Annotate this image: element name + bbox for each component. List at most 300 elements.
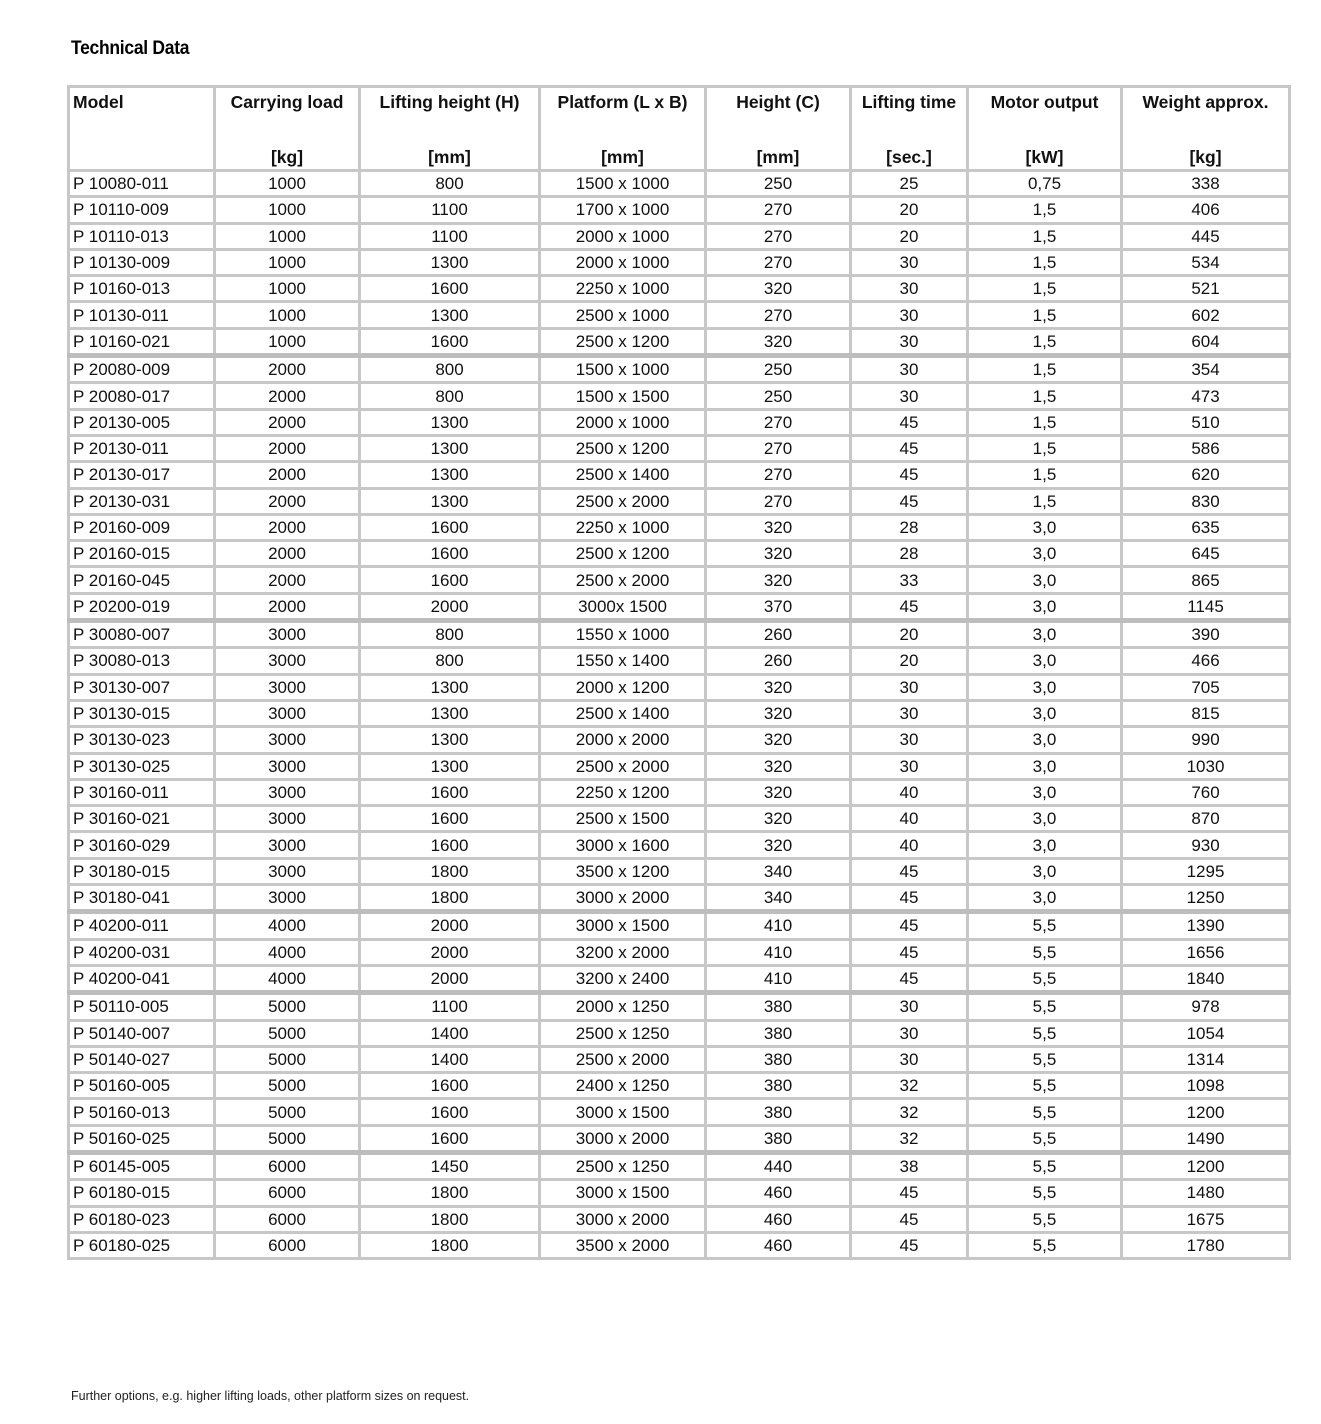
cell-lifting-height: 1800 [360, 1232, 540, 1258]
cell-platform: 2000 x 2000 [540, 727, 706, 753]
cell-carrying-load: 5000 [215, 1099, 360, 1125]
cell-lifting-height: 2000 [360, 593, 540, 620]
cell-model: P 20200-019 [69, 593, 215, 620]
cell-motor-output: 3,0 [968, 541, 1122, 567]
cell-weight: 635 [1122, 514, 1290, 540]
table-row [69, 409, 1290, 435]
table-row [69, 832, 1290, 858]
cell-height: 270 [706, 462, 851, 488]
cell-carrying-load: 6000 [215, 1152, 360, 1179]
column-header-carrying-load: Carrying load [kg] [215, 87, 360, 171]
cell-lifting-height: 1600 [360, 328, 540, 355]
cell-platform: 3500 x 1200 [540, 858, 706, 884]
cell-motor-output: 3,0 [968, 514, 1122, 540]
table-row [69, 435, 1290, 461]
cell-lifting-time: 45 [851, 462, 968, 488]
cell-weight: 1054 [1122, 1020, 1290, 1046]
cell-carrying-load: 1000 [215, 171, 360, 197]
cell-weight: 521 [1122, 276, 1290, 302]
cell-weight: 473 [1122, 383, 1290, 409]
cell-weight: 354 [1122, 356, 1290, 383]
table-row [69, 249, 1290, 275]
cell-lifting-height: 1400 [360, 1046, 540, 1072]
cell-lifting-time: 45 [851, 409, 968, 435]
cell-lifting-time: 32 [851, 1125, 968, 1152]
cell-model: P 10160-021 [69, 328, 215, 355]
column-header-motor-output: Motor output [kW] [968, 87, 1122, 171]
cell-platform: 1500 x 1000 [540, 171, 706, 197]
cell-lifting-height: 1600 [360, 779, 540, 805]
cell-carrying-load: 3000 [215, 648, 360, 674]
cell-lifting-height: 1600 [360, 541, 540, 567]
cell-model: P 60180-015 [69, 1180, 215, 1206]
cell-height: 320 [706, 541, 851, 567]
cell-platform: 2500 x 1250 [540, 1152, 706, 1179]
cell-weight: 1200 [1122, 1152, 1290, 1179]
cell-height: 320 [706, 674, 851, 700]
cell-motor-output: 5,5 [968, 1099, 1122, 1125]
cell-carrying-load: 3000 [215, 753, 360, 779]
column-header-model: Model [69, 87, 215, 171]
cell-carrying-load: 2000 [215, 488, 360, 514]
cell-platform: 2500 x 1000 [540, 302, 706, 328]
cell-lifting-height: 2000 [360, 912, 540, 939]
cell-carrying-load: 4000 [215, 912, 360, 939]
table-row [69, 1020, 1290, 1046]
table-row [69, 912, 1290, 939]
cell-lifting-height: 1300 [360, 302, 540, 328]
cell-height: 410 [706, 965, 851, 992]
cell-lifting-height: 1600 [360, 514, 540, 540]
cell-model: P 20080-017 [69, 383, 215, 409]
cell-height: 320 [706, 806, 851, 832]
table-row [69, 1099, 1290, 1125]
cell-model: P 30130-015 [69, 700, 215, 726]
cell-carrying-load: 2000 [215, 593, 360, 620]
cell-motor-output: 1,5 [968, 435, 1122, 461]
cell-height: 320 [706, 514, 851, 540]
cell-motor-output: 1,5 [968, 409, 1122, 435]
cell-height: 260 [706, 621, 851, 648]
cell-lifting-time: 30 [851, 700, 968, 726]
table-row [69, 1125, 1290, 1152]
cell-carrying-load: 1000 [215, 276, 360, 302]
cell-height: 320 [706, 700, 851, 726]
cell-model: P 60145-005 [69, 1152, 215, 1179]
cell-weight: 586 [1122, 435, 1290, 461]
cell-lifting-time: 45 [851, 435, 968, 461]
cell-lifting-time: 40 [851, 779, 968, 805]
cell-platform: 2000 x 1250 [540, 993, 706, 1020]
cell-lifting-height: 800 [360, 171, 540, 197]
cell-model: P 30130-007 [69, 674, 215, 700]
cell-weight: 510 [1122, 409, 1290, 435]
cell-height: 270 [706, 488, 851, 514]
table-row [69, 593, 1290, 620]
cell-lifting-height: 800 [360, 648, 540, 674]
cell-weight: 620 [1122, 462, 1290, 488]
cell-model: P 50160-005 [69, 1073, 215, 1099]
cell-model: P 30160-029 [69, 832, 215, 858]
cell-platform: 1550 x 1400 [540, 648, 706, 674]
cell-platform: 2500 x 2000 [540, 753, 706, 779]
cell-carrying-load: 3000 [215, 858, 360, 884]
cell-model: P 40200-041 [69, 965, 215, 992]
cell-carrying-load: 2000 [215, 462, 360, 488]
table-row [69, 567, 1290, 593]
table-row [69, 1232, 1290, 1258]
cell-lifting-time: 40 [851, 832, 968, 858]
cell-motor-output: 5,5 [968, 1180, 1122, 1206]
cell-weight: 1840 [1122, 965, 1290, 992]
cell-lifting-time: 20 [851, 197, 968, 223]
cell-height: 370 [706, 593, 851, 620]
table-row [69, 858, 1290, 884]
cell-carrying-load: 5000 [215, 1020, 360, 1046]
cell-platform: 2500 x 1500 [540, 806, 706, 832]
cell-lifting-time: 28 [851, 514, 968, 540]
cell-carrying-load: 2000 [215, 409, 360, 435]
cell-height: 380 [706, 1073, 851, 1099]
cell-lifting-height: 1800 [360, 885, 540, 912]
cell-model: P 50140-027 [69, 1046, 215, 1072]
cell-lifting-height: 1400 [360, 1020, 540, 1046]
cell-lifting-height: 1450 [360, 1152, 540, 1179]
cell-motor-output: 5,5 [968, 1125, 1122, 1152]
cell-motor-output: 3,0 [968, 593, 1122, 620]
cell-lifting-height: 1300 [360, 249, 540, 275]
cell-height: 410 [706, 912, 851, 939]
cell-motor-output: 1,5 [968, 328, 1122, 355]
table-row [69, 1180, 1290, 1206]
cell-lifting-time: 45 [851, 593, 968, 620]
column-header-weight: Weight approx. [kg] [1122, 87, 1290, 171]
table-row [69, 356, 1290, 383]
cell-weight: 760 [1122, 779, 1290, 805]
cell-weight: 1780 [1122, 1232, 1290, 1258]
cell-lifting-time: 45 [851, 1180, 968, 1206]
cell-lifting-time: 30 [851, 727, 968, 753]
cell-platform: 2250 x 1200 [540, 779, 706, 805]
cell-height: 460 [706, 1232, 851, 1258]
cell-height: 320 [706, 328, 851, 355]
cell-weight: 338 [1122, 171, 1290, 197]
cell-carrying-load: 2000 [215, 435, 360, 461]
cell-lifting-height: 800 [360, 383, 540, 409]
cell-weight: 978 [1122, 993, 1290, 1020]
cell-lifting-time: 30 [851, 383, 968, 409]
cell-platform: 2250 x 1000 [540, 276, 706, 302]
table-row [69, 171, 1290, 197]
cell-platform: 2500 x 2000 [540, 488, 706, 514]
cell-model: P 10160-013 [69, 276, 215, 302]
cell-motor-output: 3,0 [968, 753, 1122, 779]
cell-motor-output: 1,5 [968, 276, 1122, 302]
cell-height: 250 [706, 383, 851, 409]
cell-height: 320 [706, 753, 851, 779]
cell-motor-output: 5,5 [968, 939, 1122, 965]
cell-carrying-load: 3000 [215, 806, 360, 832]
cell-weight: 1145 [1122, 593, 1290, 620]
cell-height: 270 [706, 249, 851, 275]
cell-lifting-height: 1300 [360, 674, 540, 700]
table-row [69, 648, 1290, 674]
cell-lifting-time: 38 [851, 1152, 968, 1179]
table-row [69, 488, 1290, 514]
cell-motor-output: 1,5 [968, 383, 1122, 409]
cell-model: P 10080-011 [69, 171, 215, 197]
table-row [69, 727, 1290, 753]
cell-platform: 3000 x 2000 [540, 1206, 706, 1232]
cell-platform: 3200 x 2400 [540, 965, 706, 992]
cell-carrying-load: 1000 [215, 223, 360, 249]
cell-lifting-height: 1600 [360, 1125, 540, 1152]
cell-weight: 990 [1122, 727, 1290, 753]
table-row [69, 223, 1290, 249]
cell-height: 270 [706, 435, 851, 461]
cell-platform: 2000 x 1000 [540, 249, 706, 275]
cell-motor-output: 3,0 [968, 674, 1122, 700]
cell-platform: 2000 x 1200 [540, 674, 706, 700]
cell-lifting-height: 1600 [360, 832, 540, 858]
cell-carrying-load: 5000 [215, 1073, 360, 1099]
cell-weight: 865 [1122, 567, 1290, 593]
cell-height: 380 [706, 1046, 851, 1072]
cell-lifting-time: 20 [851, 621, 968, 648]
cell-weight: 602 [1122, 302, 1290, 328]
cell-carrying-load: 3000 [215, 727, 360, 753]
cell-carrying-load: 4000 [215, 939, 360, 965]
cell-platform: 2500 x 1200 [540, 435, 706, 461]
table-row [69, 700, 1290, 726]
page-title: Technical Data [71, 38, 190, 59]
cell-carrying-load: 3000 [215, 621, 360, 648]
cell-platform: 3000 x 1500 [540, 1180, 706, 1206]
cell-weight: 1200 [1122, 1099, 1290, 1125]
cell-platform: 2000 x 1000 [540, 409, 706, 435]
cell-height: 410 [706, 939, 851, 965]
cell-motor-output: 3,0 [968, 727, 1122, 753]
cell-lifting-time: 45 [851, 912, 968, 939]
cell-motor-output: 3,0 [968, 567, 1122, 593]
cell-platform: 3200 x 2000 [540, 939, 706, 965]
cell-lifting-time: 33 [851, 567, 968, 593]
cell-platform: 3000 x 2000 [540, 1125, 706, 1152]
cell-height: 320 [706, 779, 851, 805]
cell-motor-output: 5,5 [968, 993, 1122, 1020]
cell-lifting-time: 45 [851, 885, 968, 912]
cell-motor-output: 1,5 [968, 356, 1122, 383]
cell-motor-output: 5,5 [968, 1046, 1122, 1072]
cell-lifting-height: 2000 [360, 965, 540, 992]
cell-platform: 1500 x 1500 [540, 383, 706, 409]
cell-height: 380 [706, 1099, 851, 1125]
table-row [69, 753, 1290, 779]
cell-weight: 1295 [1122, 858, 1290, 884]
cell-lifting-height: 1100 [360, 993, 540, 1020]
cell-platform: 3000 x 1500 [540, 1099, 706, 1125]
cell-motor-output: 1,5 [968, 462, 1122, 488]
cell-height: 320 [706, 832, 851, 858]
table-row [69, 965, 1290, 992]
cell-weight: 705 [1122, 674, 1290, 700]
cell-lifting-height: 1300 [360, 409, 540, 435]
cell-height: 320 [706, 727, 851, 753]
cell-height: 270 [706, 197, 851, 223]
cell-lifting-time: 45 [851, 858, 968, 884]
cell-weight: 1030 [1122, 753, 1290, 779]
cell-weight: 534 [1122, 249, 1290, 275]
cell-platform: 2500 x 2000 [540, 567, 706, 593]
cell-carrying-load: 1000 [215, 249, 360, 275]
cell-model: P 60180-025 [69, 1232, 215, 1258]
technical-data-table [67, 85, 1291, 1260]
table-body [69, 171, 1290, 1259]
cell-lifting-time: 45 [851, 488, 968, 514]
cell-model: P 40200-011 [69, 912, 215, 939]
cell-model: P 50160-013 [69, 1099, 215, 1125]
cell-motor-output: 3,0 [968, 621, 1122, 648]
cell-lifting-time: 30 [851, 302, 968, 328]
cell-motor-output: 0,75 [968, 171, 1122, 197]
cell-lifting-time: 45 [851, 1232, 968, 1258]
column-header-height: Height (C) [mm] [706, 87, 851, 171]
cell-motor-output: 1,5 [968, 488, 1122, 514]
cell-lifting-time: 45 [851, 1206, 968, 1232]
cell-model: P 10110-013 [69, 223, 215, 249]
cell-model: P 30180-015 [69, 858, 215, 884]
cell-height: 320 [706, 276, 851, 302]
cell-model: P 20080-009 [69, 356, 215, 383]
cell-motor-output: 3,0 [968, 885, 1122, 912]
footnote: Further options, e.g. higher lifting loads, other platform sizes on request. [71, 1389, 470, 1403]
table-row [69, 939, 1290, 965]
cell-weight: 1314 [1122, 1046, 1290, 1072]
cell-platform: 1700 x 1000 [540, 197, 706, 223]
table-header-row [69, 87, 1290, 171]
table-row [69, 276, 1290, 302]
cell-weight: 390 [1122, 621, 1290, 648]
table-row [69, 993, 1290, 1020]
cell-carrying-load: 3000 [215, 700, 360, 726]
cell-motor-output: 5,5 [968, 1206, 1122, 1232]
cell-model: P 20160-009 [69, 514, 215, 540]
cell-model: P 10130-009 [69, 249, 215, 275]
cell-platform: 3500 x 2000 [540, 1232, 706, 1258]
cell-motor-output: 3,0 [968, 779, 1122, 805]
cell-weight: 870 [1122, 806, 1290, 832]
cell-platform: 3000 x 1600 [540, 832, 706, 858]
cell-platform: 2500 x 1250 [540, 1020, 706, 1046]
cell-lifting-height: 2000 [360, 939, 540, 965]
cell-height: 250 [706, 356, 851, 383]
cell-lifting-height: 1300 [360, 462, 540, 488]
column-header-lifting-time: Lifting time [sec.] [851, 87, 968, 171]
cell-carrying-load: 1000 [215, 197, 360, 223]
cell-model: P 20130-011 [69, 435, 215, 461]
table-row [69, 621, 1290, 648]
cell-model: P 20130-031 [69, 488, 215, 514]
cell-model: P 20130-005 [69, 409, 215, 435]
cell-motor-output: 5,5 [968, 1073, 1122, 1099]
cell-model: P 30160-011 [69, 779, 215, 805]
cell-height: 380 [706, 1125, 851, 1152]
cell-lifting-time: 45 [851, 939, 968, 965]
cell-motor-output: 3,0 [968, 648, 1122, 674]
cell-lifting-time: 32 [851, 1099, 968, 1125]
cell-lifting-height: 1600 [360, 1099, 540, 1125]
cell-carrying-load: 5000 [215, 1125, 360, 1152]
cell-lifting-time: 40 [851, 806, 968, 832]
cell-motor-output: 1,5 [968, 223, 1122, 249]
cell-lifting-time: 30 [851, 674, 968, 700]
cell-weight: 645 [1122, 541, 1290, 567]
column-header-platform: Platform (L x B) [mm] [540, 87, 706, 171]
cell-lifting-height: 1300 [360, 488, 540, 514]
cell-platform: 2500 x 1400 [540, 700, 706, 726]
cell-weight: 1390 [1122, 912, 1290, 939]
cell-model: P 30180-041 [69, 885, 215, 912]
cell-weight: 604 [1122, 328, 1290, 355]
cell-motor-output: 3,0 [968, 858, 1122, 884]
cell-model: P 30130-025 [69, 753, 215, 779]
cell-motor-output: 3,0 [968, 806, 1122, 832]
table-row [69, 1073, 1290, 1099]
cell-height: 340 [706, 858, 851, 884]
cell-height: 270 [706, 302, 851, 328]
cell-model: P 30160-021 [69, 806, 215, 832]
cell-lifting-time: 30 [851, 753, 968, 779]
cell-carrying-load: 1000 [215, 328, 360, 355]
cell-model: P 20160-015 [69, 541, 215, 567]
cell-carrying-load: 1000 [215, 302, 360, 328]
table-row [69, 541, 1290, 567]
cell-lifting-height: 1600 [360, 567, 540, 593]
table-row [69, 383, 1290, 409]
cell-height: 260 [706, 648, 851, 674]
cell-motor-output: 5,5 [968, 1020, 1122, 1046]
table-row [69, 328, 1290, 355]
cell-motor-output: 5,5 [968, 965, 1122, 992]
cell-model: P 30080-007 [69, 621, 215, 648]
cell-height: 460 [706, 1180, 851, 1206]
cell-weight: 1656 [1122, 939, 1290, 965]
cell-weight: 445 [1122, 223, 1290, 249]
cell-carrying-load: 6000 [215, 1232, 360, 1258]
cell-lifting-height: 1100 [360, 197, 540, 223]
cell-lifting-time: 30 [851, 249, 968, 275]
cell-model: P 50110-005 [69, 993, 215, 1020]
table-row [69, 779, 1290, 805]
cell-lifting-time: 20 [851, 648, 968, 674]
cell-weight: 1490 [1122, 1125, 1290, 1152]
cell-carrying-load: 2000 [215, 514, 360, 540]
cell-lifting-time: 30 [851, 1020, 968, 1046]
cell-platform: 2500 x 1400 [540, 462, 706, 488]
table-row [69, 1206, 1290, 1232]
cell-platform: 1500 x 1000 [540, 356, 706, 383]
cell-platform: 3000x 1500 [540, 593, 706, 620]
table-row [69, 1152, 1290, 1179]
cell-platform: 2500 x 2000 [540, 1046, 706, 1072]
cell-platform: 2500 x 1200 [540, 541, 706, 567]
cell-model: P 20130-017 [69, 462, 215, 488]
table-row [69, 514, 1290, 540]
cell-motor-output: 3,0 [968, 832, 1122, 858]
cell-carrying-load: 6000 [215, 1180, 360, 1206]
cell-weight: 406 [1122, 197, 1290, 223]
cell-height: 270 [706, 409, 851, 435]
